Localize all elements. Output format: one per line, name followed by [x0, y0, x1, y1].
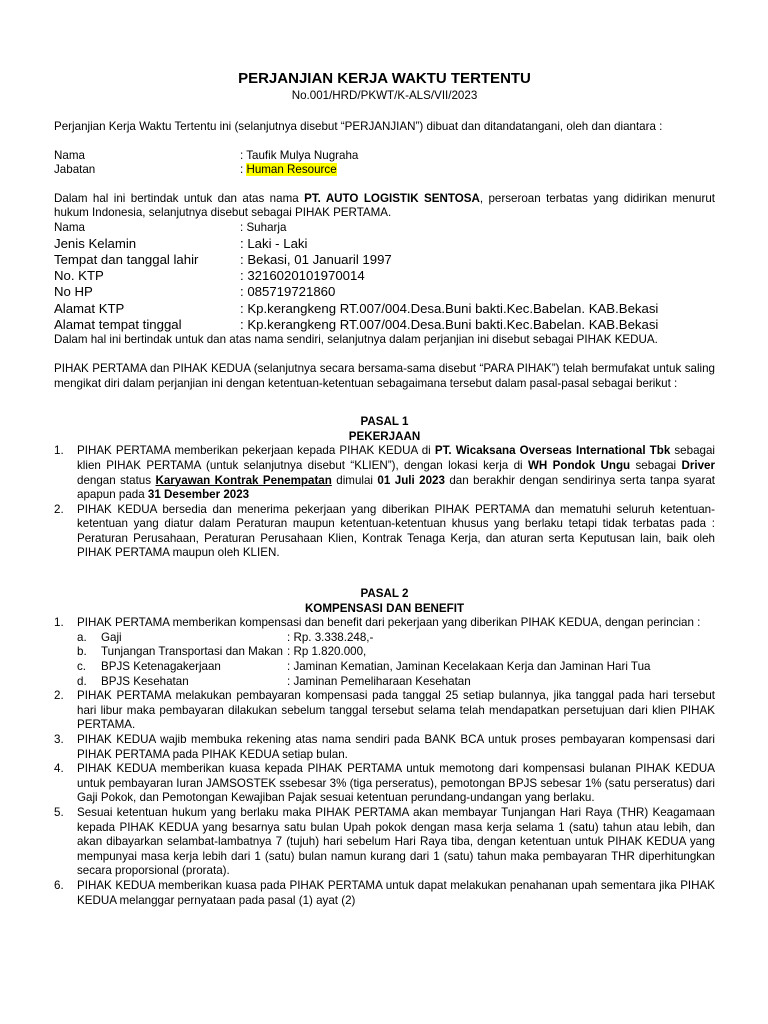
- field-label: Jenis Kelamin: [54, 235, 137, 251]
- list-text: PIHAK KEDUA memberikan kuasa kepada PIHAK PERTAMA untuk memotong dari kompensasi bulanan PIHAK KEDUA untuk pembayaran Iuran JAMSOSTEK ssebesar 3% (tiga perseratus), pemotongan BPJS sebesar 1% (satu perseratus) dari Gaji Pokok, dan Pemotongan Kewajiban Pajak sesuai ketentuan perundang-undangan yang berlaku.: [77, 762, 715, 805]
- list-text: PIHAK PERTAMA melakukan pembayaran kompensasi pada tanggal 25 setiap bulannya, jika tanggal pada hari tersebut hari libur maka pembayaran dilakukan sebelum tanggal tersebut selama telah mendapatkan persetujuan dari klien PIHAK PERTAMA.: [77, 689, 715, 732]
- list-text: [77, 444, 715, 502]
- party-one-title-row: [54, 163, 715, 178]
- list-text: PIHAK KEDUA bersedia dan menerima pekerjaan yang diberikan PIHAK PERTAMA dan mematuhi seluruh ketentuan-ketentuan yang diatur dalam Peraturan maupun ketentuan-ketentuan khusus yang berlaku tetapi tidak terbatas pada : Peraturan Perusahaan, Peraturan Perusahaan Klien, Kontrak Tenaga Kerja, dan aturan serta Keputusan lain, baik oleh PIHAK PERTAMA maupun oleh KLIEN.: [77, 502, 715, 560]
- party-two-block: [54, 221, 715, 348]
- sub-number: a.: [77, 630, 87, 644]
- field-separator: :: [240, 163, 247, 177]
- client-company: PT. Wicaksana Overseas International Tbk: [434, 444, 671, 458]
- employment-status: Karyawan Kontrak Penempatan: [155, 473, 332, 487]
- list-item: [54, 806, 715, 879]
- section-heading: PASAL 2: [360, 587, 409, 601]
- list-number: 4.: [54, 762, 64, 776]
- text-segment: dengan status: [77, 473, 156, 487]
- benefit-row: [77, 675, 715, 690]
- field-label: Tempat dan tanggal lahir: [54, 251, 199, 267]
- text-segment: dan berakhir dengan sendirinya serta tanpa syarat apapun pada: [77, 473, 716, 502]
- list-item: [54, 689, 715, 733]
- intro-paragraph: Perjanjian Kerja Waktu Tertentu ini (selanjutnya disebut “PERJANJIAN”) dibuat dan ditandatangani, oleh dan diantara :: [54, 120, 663, 133]
- benefit-value: : Rp. 3.338.248,-: [287, 630, 374, 644]
- party-two-description: Dalam hal ini bertindak untuk dan atas nama sendiri, selanjutnya dalam perjanjian ini disebut sebagai PIHAK KEDUA.: [54, 333, 658, 347]
- benefit-label: BPJS Kesehatan: [101, 674, 189, 688]
- benefit-label: BPJS Ketenagakerjaan: [101, 660, 221, 674]
- pasal-1-list: [54, 444, 715, 561]
- text-segment: , perseroan terbatas yang didirikan menurut hukum Indonesia, selanjutnya disebut sebagai PIHAK PERTAMA.: [54, 191, 716, 220]
- field-value: : Laki - Laki: [240, 235, 308, 251]
- party-two-field-row: [54, 301, 715, 317]
- field-value: : Suharja: [240, 220, 287, 234]
- list-item: [54, 616, 715, 689]
- field-value: : Taufik Mulya Nugraha: [240, 148, 359, 162]
- list-number: 6.: [54, 878, 64, 892]
- para-pihak-paragraph: PIHAK PERTAMA dan PIHAK KEDUA (selanjutnya secara bersama-sama disebut “PARA PIHAK”) telah bermufakat untuk saling mengikat diri dalam perjanjian ini dengan ketentuan-ketentuan sebagaimana tersebut dalam pasal-pasal sebagai berikut :: [54, 361, 715, 390]
- sub-number: c.: [77, 660, 87, 674]
- benefit-row: [77, 660, 715, 675]
- work-location: WH Pondok Ungu: [527, 458, 631, 472]
- text-segment: dimulai: [331, 473, 378, 487]
- benefit-label: Tunjangan Transportasi dan Makan: [101, 645, 283, 659]
- benefit-value: : Jaminan Kematian, Jaminan Kecelakaan Kerja dan Jaminan Hari Tua: [287, 660, 651, 674]
- benefit-label: Gaji: [101, 630, 122, 644]
- list-number: 1.: [54, 616, 64, 630]
- field-value: : 085719721860: [240, 284, 336, 300]
- field-value-wrap: [240, 163, 715, 178]
- document-number: No.001/HRD/PKWT/K-ALS/VII/2023: [291, 89, 478, 102]
- pasal-1-section: [54, 415, 715, 561]
- list-text: PIHAK PERTAMA memberikan kompensasi dan benefit dari pekerjaan yang diberikan PIHAK KEDUA, dengan perincian :: [77, 616, 701, 630]
- list-text: PIHAK KEDUA wajib membuka rekening atas nama sendiri pada BANK BCA untuk proses pembayaran kompensasi dari PIHAK PERTAMA pada PIHAK KEDUA setiap bulan.: [77, 733, 715, 761]
- field-value: : Kp.kerangkeng RT.007/004.Desa.Buni bakti.Kec.Babelan. KAB.Bekasi: [240, 317, 659, 333]
- text-segment: Dalam hal ini bertindak untuk dan atas nama: [54, 191, 305, 205]
- field-value: : Bekasi, 01 Januaril 1997: [240, 251, 392, 267]
- highlighted-job-title: Human Resource: [246, 163, 337, 177]
- list-item: [54, 879, 715, 908]
- party-two-field-row: [54, 236, 715, 252]
- field-label: Nama: [54, 220, 85, 234]
- sub-number: d.: [77, 674, 87, 688]
- list-number: 5.: [54, 805, 64, 819]
- party-two-field-row: [54, 252, 715, 268]
- sub-number: b.: [77, 645, 87, 659]
- field-value: : 3216020101970014: [240, 268, 365, 284]
- benefit-row: [77, 645, 715, 660]
- party-two-field-row: [54, 268, 715, 284]
- benefit-value: : Rp 1.820.000,: [287, 645, 367, 659]
- field-label: No. KTP: [54, 268, 104, 284]
- job-position: Driver: [681, 458, 716, 472]
- benefit-row: [77, 631, 715, 646]
- party-one-name-row: [54, 149, 715, 164]
- list-text-block: [77, 616, 715, 689]
- document-title: PERJANJIAN KERJA WAKTU TERTENTU: [238, 70, 531, 87]
- list-item: [54, 503, 715, 561]
- list-number: 2.: [54, 689, 64, 703]
- company-name: PT. AUTO LOGISTIK SENTOSA: [304, 191, 480, 205]
- pasal-2-section: [54, 587, 715, 908]
- list-number: 3.: [54, 733, 64, 746]
- party-one-description: [54, 192, 715, 221]
- list-item: [54, 444, 715, 502]
- benefit-value: : Jaminan Pemeliharaan Kesehatan: [287, 674, 471, 688]
- party-two-field-row: [54, 317, 715, 333]
- list-item: [54, 762, 715, 806]
- field-label: Jabatan: [54, 163, 96, 177]
- section-heading: PASAL 1: [360, 415, 409, 429]
- text-segment: PIHAK PERTAMA memberikan pekerjaan kepada PIHAK KEDUA di: [77, 444, 435, 458]
- field-label: Nama: [54, 148, 85, 162]
- party-one-block: [54, 149, 715, 178]
- section-subheading: PEKERJAAN: [348, 429, 421, 443]
- field-label: No HP: [54, 284, 93, 300]
- party-two-field-row: [54, 284, 715, 300]
- field-label: Alamat KTP: [54, 300, 125, 316]
- party-two-field-row: [54, 221, 715, 236]
- list-number: 1.: [54, 444, 64, 458]
- list-item: [54, 733, 715, 762]
- list-number: 2.: [54, 502, 64, 516]
- field-label: Alamat tempat tinggal: [54, 317, 182, 333]
- field-value: : Kp.kerangkeng RT.007/004.Desa.Buni bakti.Kec.Babelan. KAB.Bekasi: [240, 300, 659, 316]
- end-date: 31 Desember 2023: [147, 488, 250, 502]
- section-subheading: KOMPENSASI DAN BENEFIT: [304, 601, 465, 615]
- list-text: PIHAK KEDUA memberikan kuasa pada PIHAK PERTAMA untuk dapat melakukan penahanan upah sementara jika PIHAK KEDUA melanggar pernyataan pada pasal (1) ayat (2): [77, 878, 715, 907]
- text-segment: sebagai: [630, 458, 682, 472]
- text-segment: sebagai klien PIHAK PERTAMA (untuk selanjutnya disebut “KLIEN”), dengan lokasi kerja di: [77, 444, 715, 472]
- start-date: 01 Juli 2023: [377, 473, 445, 487]
- pasal-2-list: [54, 616, 715, 908]
- list-text: Sesuai ketentuan hukum yang berlaku maka PIHAK PERTAMA akan membayar Tunjangan Hari Raya (THR) Keagamaan kepada PIHAK KEDUA yang besarnya satu bulan Upah pokok dengan masa kerja selama 1 (satu) tahun atau lebih, dan akan dibayarkan selambat-lambatnya 7 (tujuh) hari sebelum Hari Raya tiba, dengan ketentuan untuk PIHAK KEDUA yang mempunyai masa kerja lebih dari 1 (satu) bulan namun kurang dari 1 (satu) tahun maka pembayaran THR diperhitungkan secara proporsional (prorata).: [77, 805, 715, 878]
